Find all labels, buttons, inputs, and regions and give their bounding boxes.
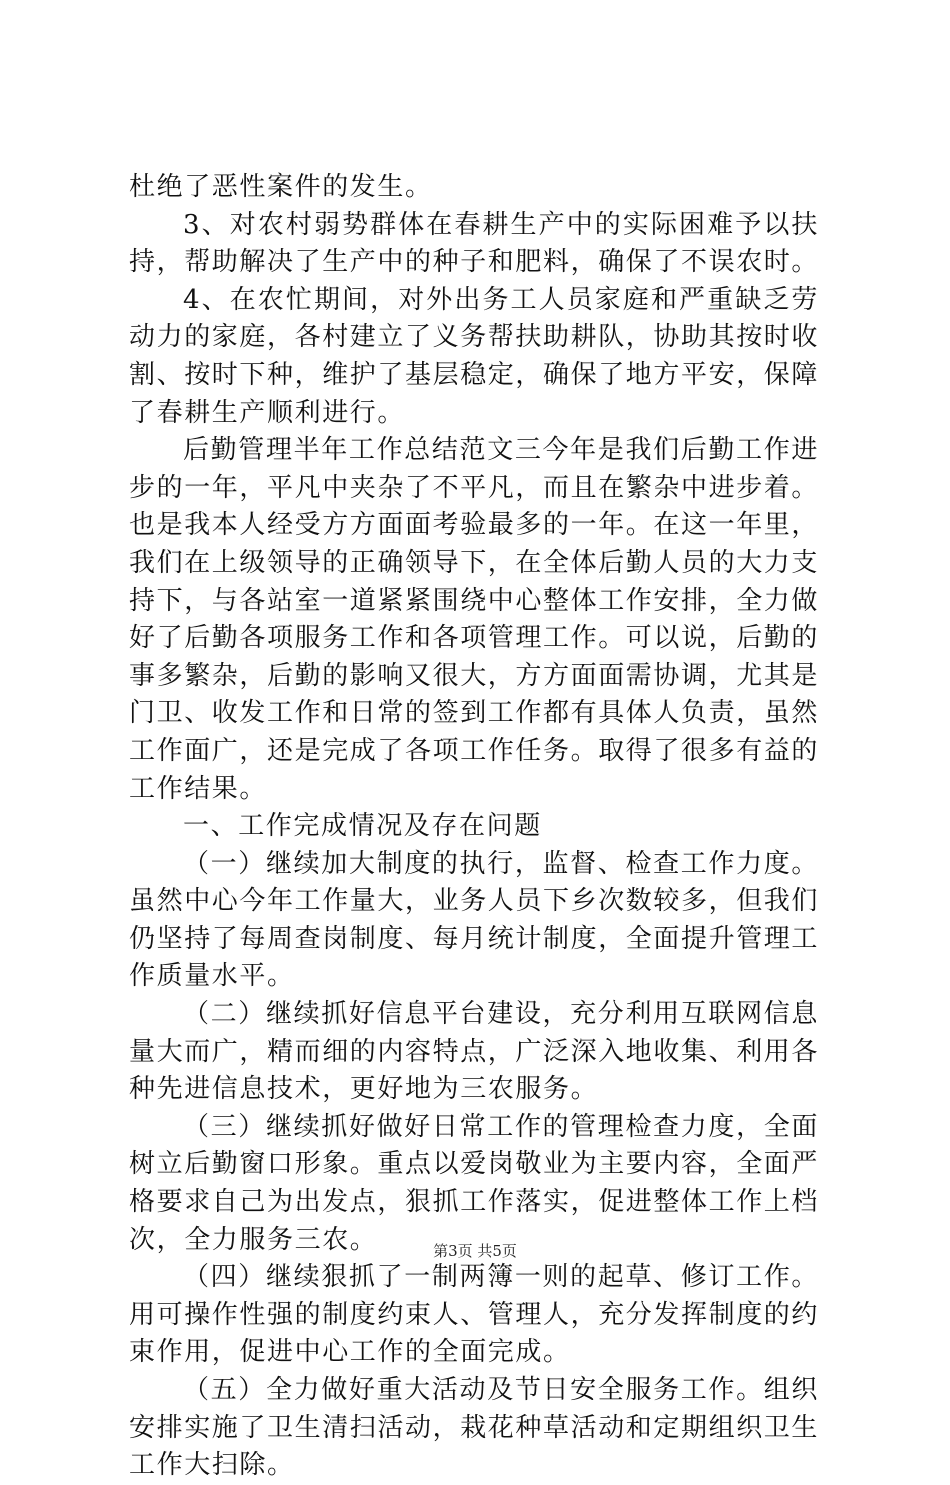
section-heading: 一、工作完成情况及存在问题	[183, 811, 542, 842]
paragraph-continuation: 杜绝了恶性案件的发生。	[129, 172, 433, 202]
page-number-footer: 第3页 共5页	[433, 1242, 517, 1260]
paragraph-point-4: （四）继续狠抓了一制两簿一则的起草、修订工作。用可操作性强的制度约束人、管理人，充分发挥制度的约束作用，促进中心工作的全面完成。	[129, 1262, 820, 1368]
paragraph-point-3: （三）继续抓好做好日常工作的管理检查力度，全面树立后勤窗口形象。重点以爱岗敬业为主要内容，全面严格要求自己为出发点，狠抓工作落实，促进整体工作上档次，全力服务三农。	[129, 1111, 820, 1255]
paragraph-summary-intro: 后勤管理半年工作总结范文三今年是我们后勤工作进步的一年，平凡中夹杂了不平凡，而且在繁杂中进步着。也是我本人经受方方面面考验最多的一年。在这一年里，我们在上级领导的正确领导下，在全体后勤人员的大力支持下，与各站室一道紧紧围绕中心整体工作安排，全力做好了后勤各项服务工作和各项管理工作。可以说，后勤的事多繁杂，后勤的影响又很大，方方面面需协调，尤其是门卫、收发工作和日常的签到工作都有具体人负责，虽然工作面广，还是完成了各项工作任务。取得了很多有益的工作结果。	[129, 435, 820, 804]
paragraph-point-1: （一）继续加大制度的执行，监督、检查工作力度。虽然中心今年工作量大，业务人员下乡次数较多，但我们仍坚持了每周查岗制度、每月统计制度，全面提升管理工作质量水平。	[129, 848, 820, 992]
paragraph-item-4: 4、在农忙期间，对外出务工人员家庭和严重缺乏劳动力的家庭，各村建立了义务帮扶助耕队，协助其按时收割、按时下种，维护了基层稳定，确保了地方平安，保障了春耕生产顺利进行。	[129, 284, 820, 428]
paragraph-point-5: （五）全力做好重大活动及节日安全服务工作。组织安排实施了卫生清扫活动，栽花种草活动和定期组织卫生工作大扫除。	[129, 1375, 820, 1481]
paragraph-item-3: 3、对农村弱势群体在春耕生产中的实际困难予以扶持，帮助解决了生产中的种子和肥料，确保了不误农时。	[129, 209, 820, 278]
paragraph-point-2: （二）继续抓好信息平台建设，充分利用互联网信息量大而广，精而细的内容特点，广泛深入地收集、利用各种先进信息技术，更好地为三农服务。	[129, 999, 820, 1105]
document-body	[129, 169, 819, 1485]
